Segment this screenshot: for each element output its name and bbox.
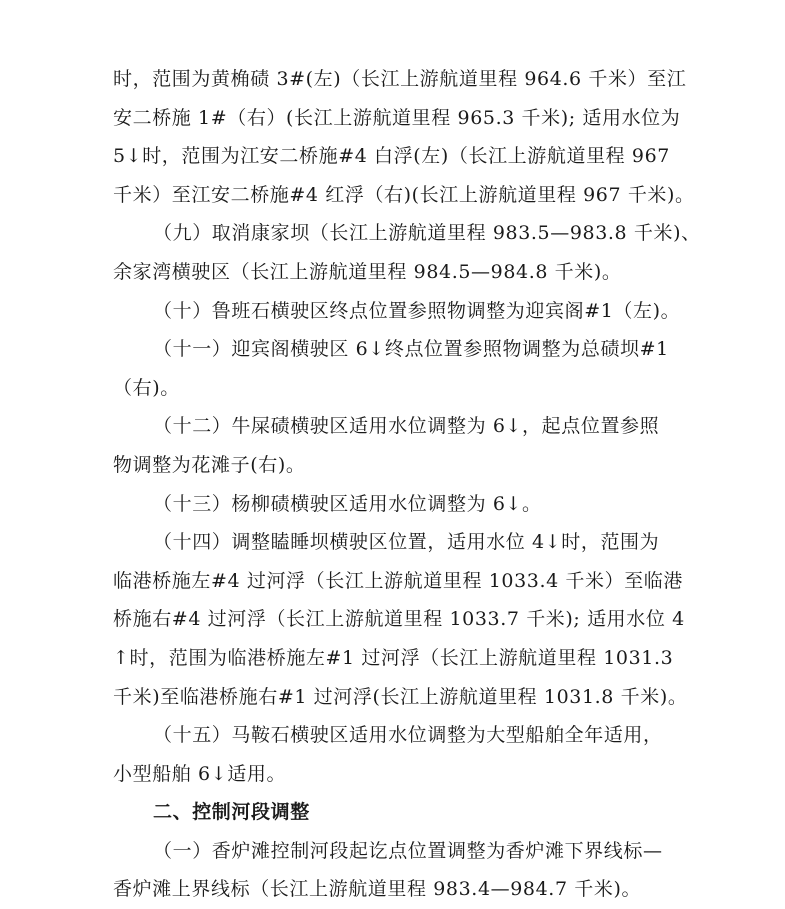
paragraph-line: 桥施右#4 过河浮（长江上游航道里程 1033.7 千米); 适用水位 4 <box>113 608 685 631</box>
paragraph-line: 千米)至临港桥施右#1 过河浮(长江上游航道里程 1031.8 千米)。 <box>113 685 688 708</box>
item-9-line: （九）取消康家坝（长江上游航道里程 983.5—983.8 千米)、 <box>153 222 701 245</box>
paragraph-line: 临港桥施左#4 过河浮（长江上游航道里程 1033.4 千米）至临港 <box>113 569 684 592</box>
paragraph-line: 安二桥施 1#（右）(长江上游航道里程 965.3 千米); 适用水位为 <box>113 106 681 129</box>
paragraph-line: 5↓时，范围为江安二桥施#4 白浮(左)（长江上游航道里程 967 <box>113 145 670 168</box>
section-item-1-line: （一）香炉滩控制河段起讫点位置调整为香炉滩下界线标— <box>153 839 663 862</box>
paragraph-line: 小型船舶 6↓适用。 <box>113 762 287 785</box>
paragraph-line: ↑时，范围为临港桥施左#1 过河浮（长江上游航道里程 1031.3 <box>113 646 674 669</box>
item-12-line: （十二）牛屎碛横驶区适用水位调整为 6↓，起点位置参照 <box>153 415 660 438</box>
paragraph-line: 物调整为花滩子(右)。 <box>113 453 306 476</box>
item-10-line: （十）鲁班石横驶区终点位置参照物调整为迎宾阁#1（左)。 <box>153 299 681 322</box>
paragraph-line: （右)。 <box>113 376 180 399</box>
section-heading: 二、控制河段调整 <box>153 801 310 824</box>
item-14-line: （十四）调整瞌睡坝横驶区位置，适用水位 4↓时，范围为 <box>153 531 660 554</box>
paragraph-line: 余家湾横驶区（长江上游航道里程 984.5—984.8 千米)。 <box>113 260 622 283</box>
paragraph-line: 时，范围为黄桷碛 3#(左)（长江上游航道里程 964.6 千米）至江 <box>113 68 687 90</box>
item-15-line: （十五）马鞍石横驶区适用水位调整为大型船舶全年适用， <box>153 724 663 747</box>
paragraph-line: 千米）至江安二桥施#4 红浮（右)(长江上游航道里程 967 千米)。 <box>113 183 695 206</box>
item-13-line: （十三）杨柳碛横驶区适用水位调整为 6↓。 <box>153 492 542 515</box>
paragraph-line: 香炉滩上界线标（长江上游航道里程 983.4—984.7 千米)。 <box>113 878 642 901</box>
item-11-line: （十一）迎宾阁横驶区 6↓终点位置参照物调整为总碛坝#1 <box>153 338 669 361</box>
